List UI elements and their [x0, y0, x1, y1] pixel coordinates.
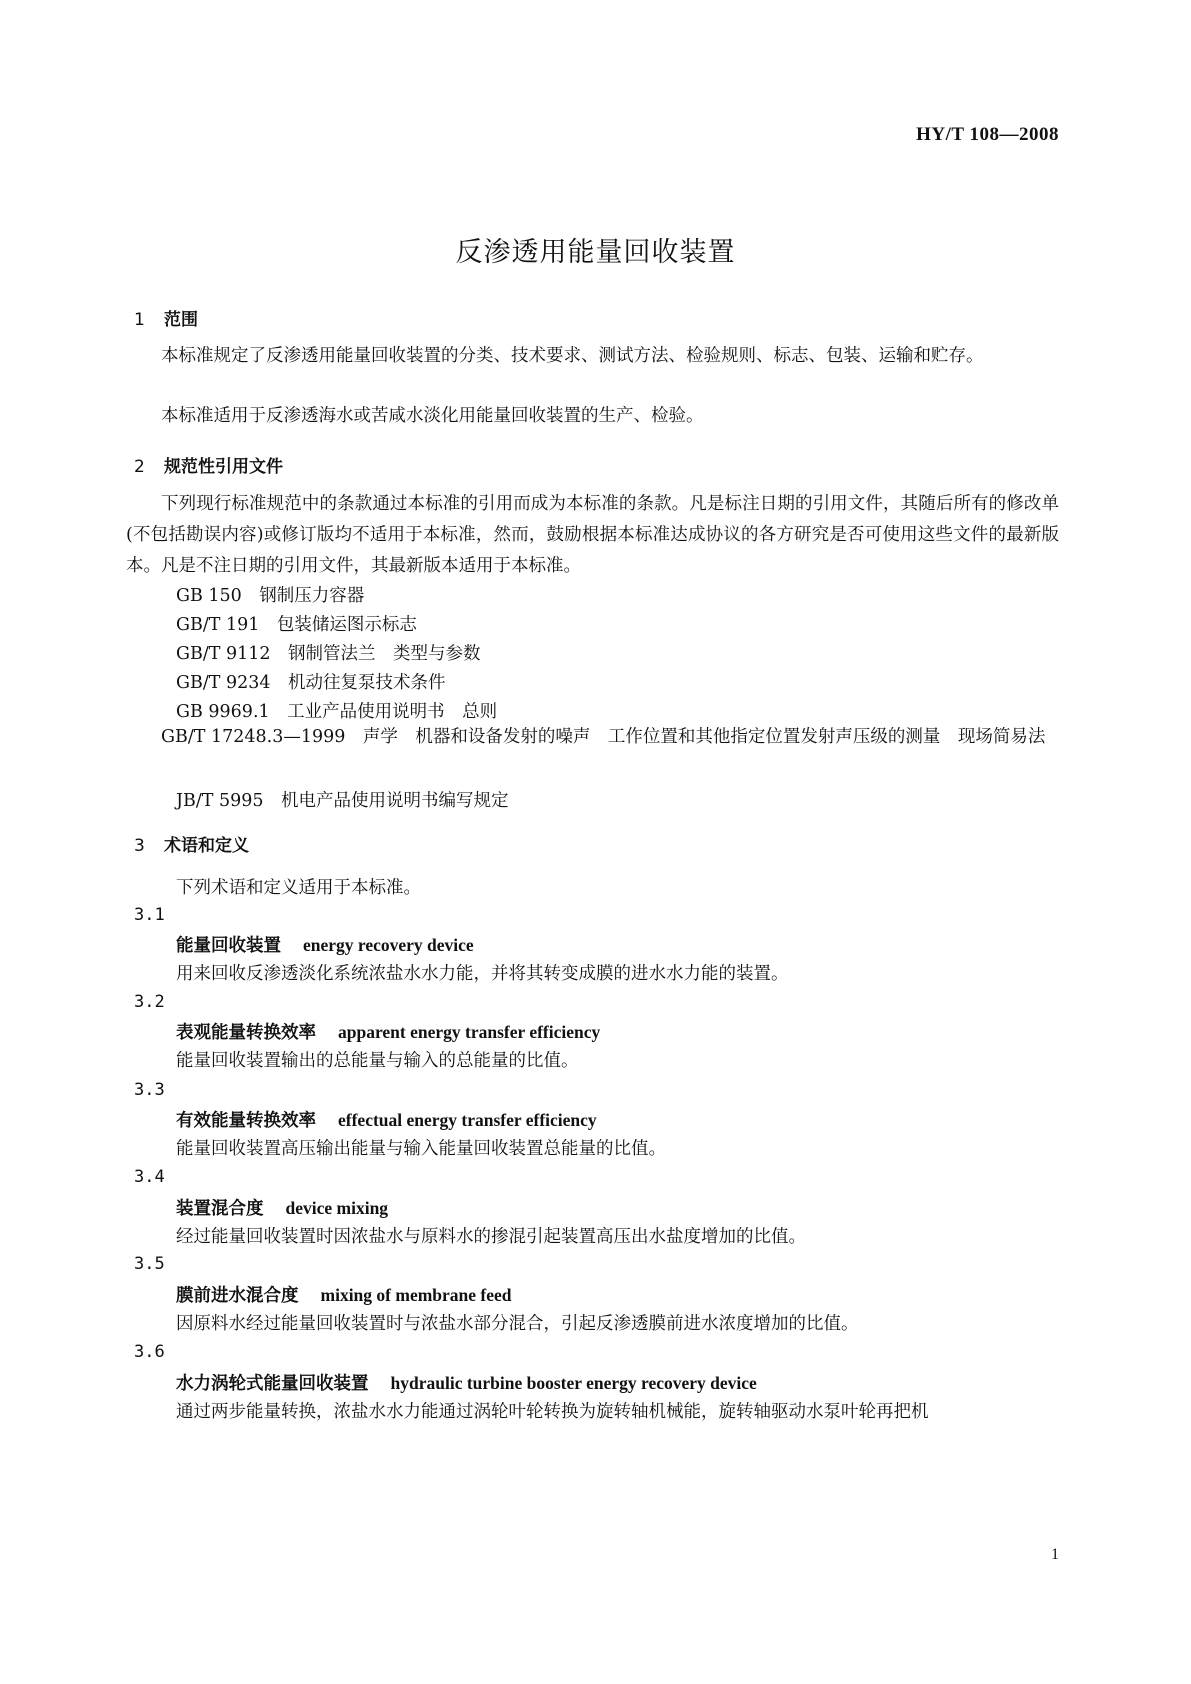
- term-chinese: 能量回收装置: [176, 936, 281, 956]
- term-heading: [176, 1282, 512, 1307]
- term-definition: 用来回收反渗透淡化系统浓盐水水力能，并将其转变成膜的进水水力能的装置。: [176, 964, 789, 984]
- term-number: 3.5: [134, 1254, 165, 1274]
- section-2-heading: [134, 452, 283, 477]
- page-number: 1: [1051, 1546, 1059, 1563]
- term-chinese: 装置混合度: [176, 1199, 264, 1219]
- term-number: 3.2: [134, 992, 165, 1012]
- term-heading: [176, 1195, 388, 1220]
- section-number: 2: [134, 457, 145, 477]
- term-definition: 通过两步能量转换，浓盐水水力能通过涡轮叶轮转换为旋转轴机械能，旋转轴驱动水泵叶轮再把机: [176, 1402, 929, 1422]
- normative-reference: JB/T 5995 机电产品使用说明书编写规定: [176, 791, 509, 811]
- section-1-heading: [134, 305, 198, 330]
- term-chinese: 表观能量转换效率: [176, 1023, 316, 1043]
- section-3-heading: [134, 831, 249, 856]
- term-heading: [176, 932, 474, 957]
- term-number: 3.6: [134, 1342, 165, 1362]
- normative-reference: GB/T 9234 机动往复泵技术条件: [176, 673, 446, 693]
- term-heading: [176, 1019, 600, 1044]
- term-definition: 能量回收装置输出的总能量与输入的总能量的比值。: [176, 1051, 579, 1071]
- term-english: device mixing: [285, 1198, 389, 1218]
- term-english: energy recovery device: [303, 935, 474, 955]
- term-english: effectual energy transfer efficiency: [338, 1110, 597, 1130]
- term-definition: 因原料水经过能量回收装置时与浓盐水部分混合，引起反渗透膜前进水浓度增加的比值。: [176, 1314, 859, 1334]
- term-chinese: 膜前进水混合度: [176, 1286, 299, 1306]
- normative-reference: GB 9969.1 工业产品使用说明书 总则: [176, 702, 498, 722]
- section-number: 3: [134, 836, 145, 856]
- normative-reference: GB 150 钢制压力容器: [176, 586, 365, 606]
- term-english: mixing of membrane feed: [320, 1285, 512, 1305]
- term-number: 3.3: [134, 1080, 165, 1100]
- term-heading: [176, 1370, 757, 1395]
- section-title: 范围: [164, 310, 198, 330]
- term-heading: [176, 1107, 597, 1132]
- normative-reference: GB/T 9112 钢制管法兰 类型与参数: [176, 644, 481, 664]
- section-title: 术语和定义: [164, 836, 249, 856]
- section-1-paragraph: 本标准规定了反渗透用能量回收装置的分类、技术要求、测试方法、检验规则、标志、包装、运输和贮存。: [161, 346, 984, 366]
- section-number: 1: [134, 310, 145, 330]
- section-title: 规范性引用文件: [164, 457, 283, 477]
- standard-code: HY/T 108—2008: [916, 124, 1059, 145]
- term-number: 3.4: [134, 1167, 165, 1187]
- document-title: 反渗透用能量回收装置: [455, 237, 736, 268]
- term-definition: 经过能量回收装置时因浓盐水与原料水的掺混引起装置高压出水盐度增加的比值。: [176, 1227, 806, 1247]
- term-definition: 能量回收装置高压输出能量与输入能量回收装置总能量的比值。: [176, 1139, 666, 1159]
- section-2-intro: 下列现行标准规范中的条款通过本标准的引用而成为本标准的条款。凡是标注日期的引用文件，其随后所有的修改单(不包括勘误内容)或修订版均不适用于本标准，然而，鼓励根据本标准达成协议的各方研究是否可使用这些文件的最新版本。凡是不注日期的引用文件，其最新版本适用于本标准。: [126, 494, 1059, 576]
- section-1-paragraph: 本标准适用于反渗透海水或苦咸水淡化用能量回收装置的生产、检验。: [161, 406, 704, 426]
- term-chinese: 有效能量转换效率: [176, 1111, 316, 1131]
- term-english: hydraulic turbine booster energy recovery device: [390, 1373, 757, 1393]
- term-chinese: 水力涡轮式能量回收装置: [176, 1374, 369, 1394]
- section-3-intro: 下列术语和定义适用于本标准。: [176, 878, 421, 898]
- normative-reference: GB/T 191 包装储运图示标志: [176, 615, 417, 635]
- term-english: apparent energy transfer efficiency: [338, 1022, 601, 1042]
- normative-reference: GB/T 17248.3—1999 声学 机器和设备发射的噪声 工作位置和其他指定位置发射声压级的测量 现场简易法: [161, 727, 1046, 747]
- term-number: 3.1: [134, 905, 165, 925]
